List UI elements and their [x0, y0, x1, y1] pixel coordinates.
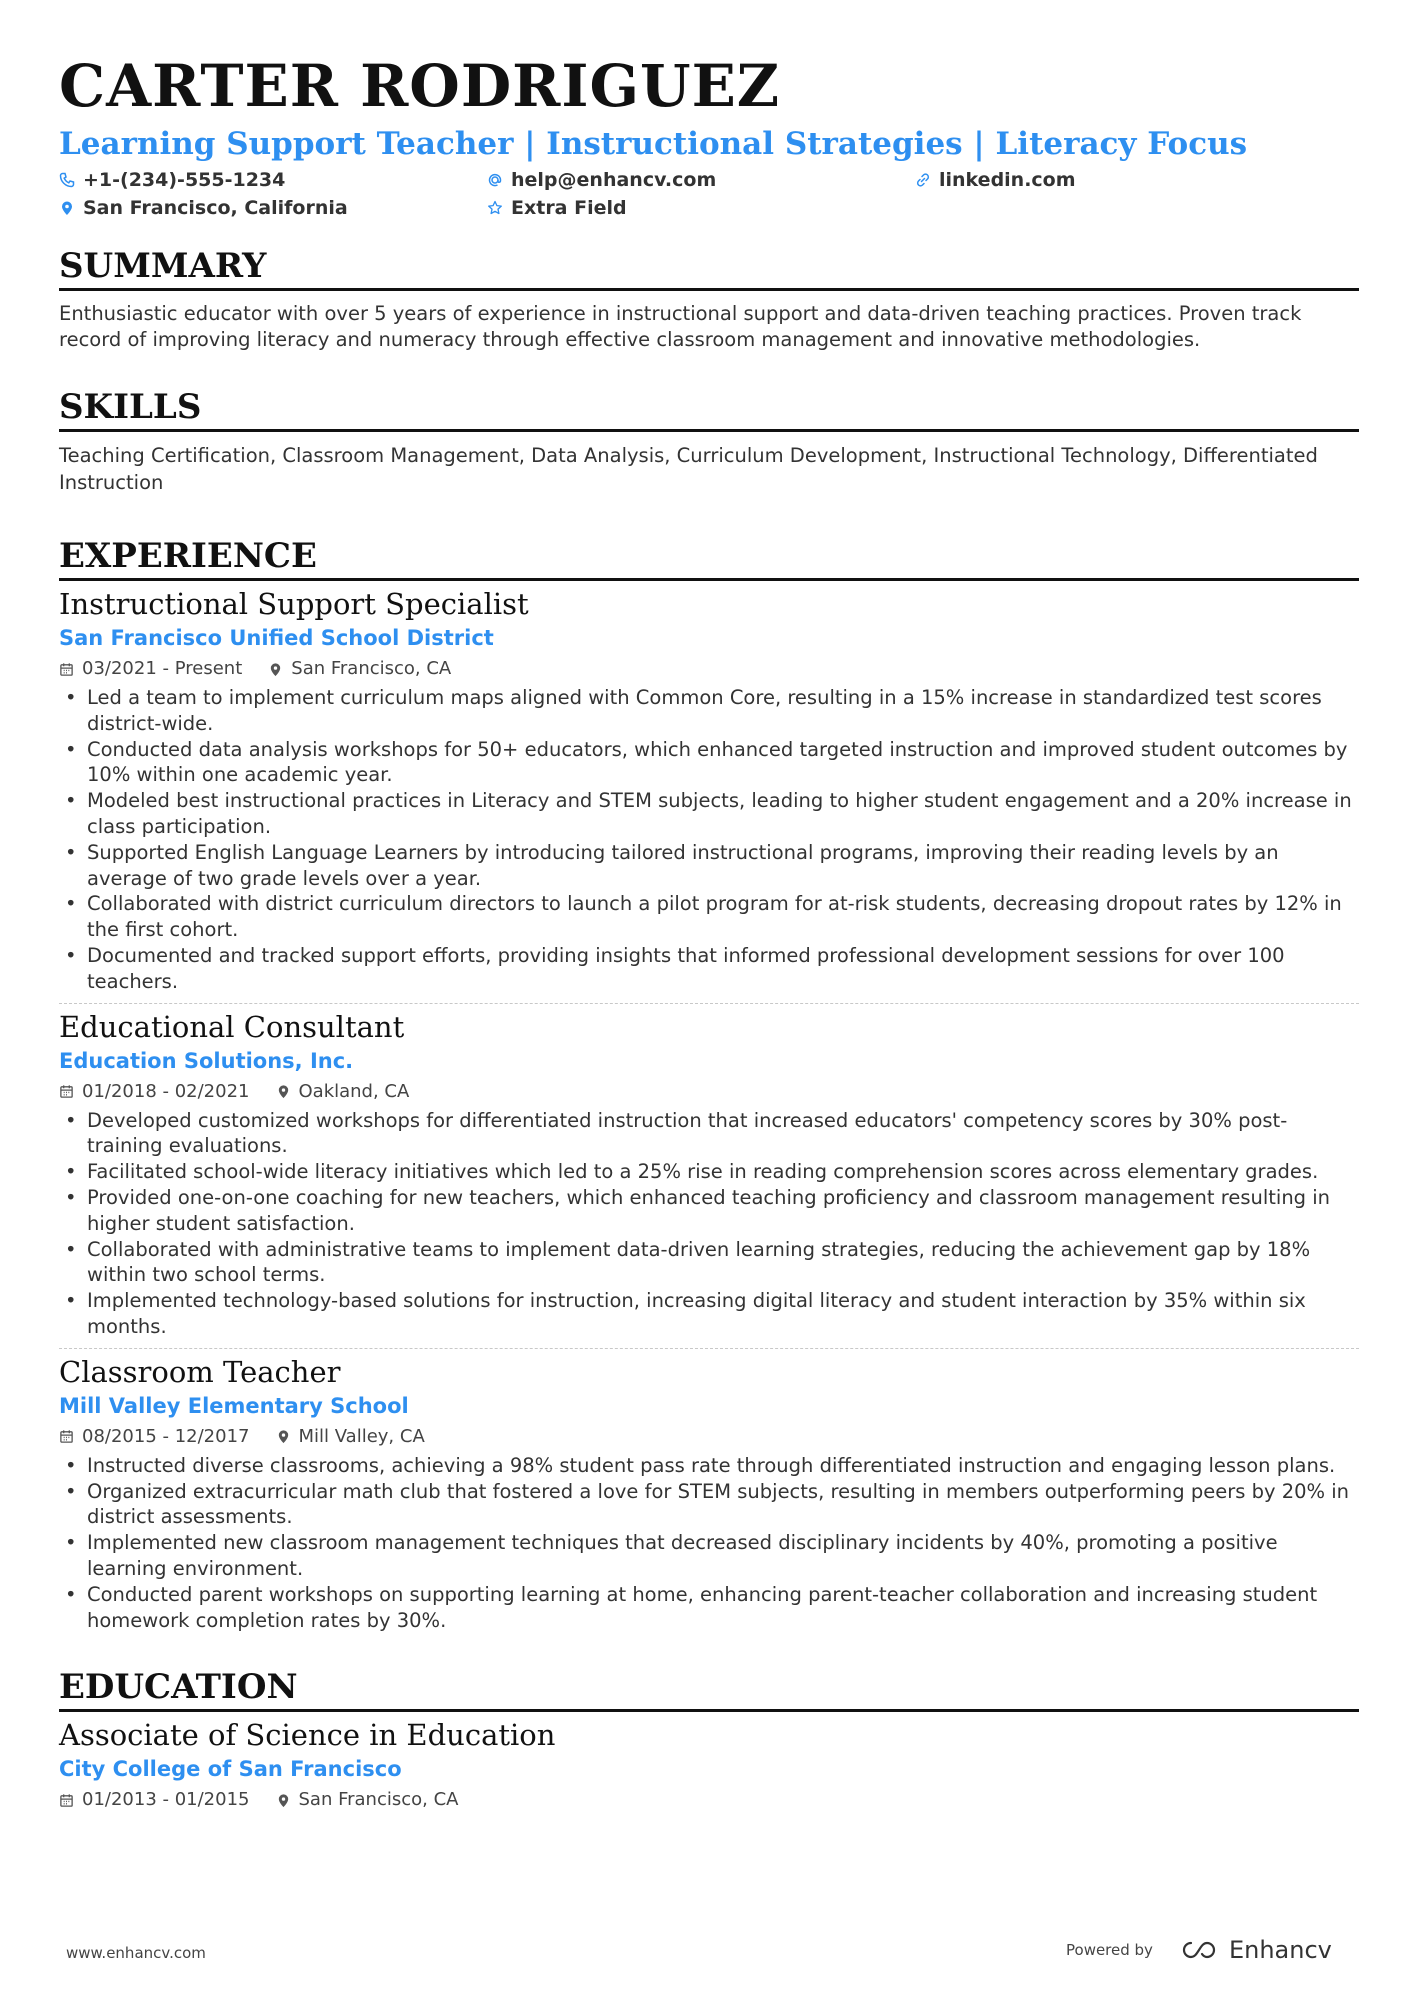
- job-bullet: • Conducted parent workshops on supporting learning at home, enhancing parent-teacher collaboration and increasing student homework completion rates by 30%.: [59, 1582, 1359, 1634]
- job-bullet: • Implemented technology-based solutions for instruction, increasing digital literacy and student interaction by 35% within six months.: [59, 1288, 1359, 1340]
- star-icon: [487, 200, 503, 216]
- job-location: [276, 1423, 425, 1451]
- link-icon: [915, 172, 931, 188]
- education-dates-text: 01/2013 - 01/2015: [82, 1789, 250, 1811]
- job-dates: [59, 1423, 250, 1451]
- job-title: Educational Consultant: [59, 1009, 405, 1044]
- job-bullet: • Organized extracurricular math club that fostered a love for STEM subjects, resulting in members outperforming peers by 20% in district assessments.: [59, 1479, 1359, 1531]
- job-location-text: Oakland, CA: [298, 1080, 410, 1102]
- summary-heading: SUMMARY: [59, 246, 267, 286]
- job-bullet: • Documented and tracked support efforts, providing insights that informed professional development sessions for over 100 teachers.: [59, 943, 1359, 995]
- job-bullet: • Instructed diverse classrooms, achieving a 98% student pass rate through differentiated instruction and engaging lesson plans.: [59, 1453, 1359, 1479]
- location-pin-icon: [59, 200, 75, 216]
- education-school: City College of San Francisco: [59, 1757, 402, 1782]
- enhancv-logo-icon: [1177, 1939, 1221, 1961]
- job-bullet: • Conducted data analysis workshops for 50+ educators, which enhanced targeted instruction and improved student outcomes by 10% within one academic year.: [59, 737, 1359, 789]
- experience-section: [59, 536, 1359, 1633]
- location-pin-icon: [276, 1084, 291, 1099]
- job-location: [268, 655, 451, 683]
- contact-email-text: help@enhancv.com: [511, 169, 717, 191]
- job-dates-text: 03/2021 - Present: [82, 658, 243, 679]
- contact-location-text: San Francisco, California: [83, 197, 348, 219]
- at-icon: [487, 172, 503, 188]
- section-divider: [59, 578, 1359, 581]
- job-bullet: • Led a team to implement curriculum maps aligned with Common Core, resulting in a 15% increase in standardized test scores district-wide.: [59, 685, 1359, 737]
- location-pin-icon: [276, 1429, 291, 1444]
- brand-name: Enhancv: [1228, 1936, 1332, 1964]
- powered-by-label: Powered by: [1066, 1941, 1153, 1959]
- job-bullet: • Developed customized workshops for differentiated instruction that increased educators' competency scores by 30% post-training evaluations.: [59, 1108, 1359, 1160]
- job-dates: [59, 1078, 250, 1106]
- education-location: [276, 1786, 459, 1814]
- contact-phone[interactable]: [59, 168, 487, 192]
- job-organization: Education Solutions, Inc.: [59, 1048, 354, 1073]
- job-dates: [59, 655, 242, 683]
- section-divider: [59, 1709, 1359, 1712]
- job-location-text: San Francisco, CA: [291, 658, 452, 679]
- education-heading: EDUCATION: [59, 1667, 298, 1708]
- job-bullet: • Implemented new classroom management techniques that decreased disciplinary incidents by 40%, promoting a positive learning environment.: [59, 1530, 1359, 1582]
- calendar-icon: [59, 1084, 74, 1099]
- contact-email[interactable]: [487, 168, 915, 192]
- job-dates-text: 01/2018 - 02/2021: [82, 1080, 250, 1102]
- education-degree: Associate of Science in Education: [59, 1718, 556, 1753]
- candidate-name: CARTER RODRIGUEZ: [59, 52, 781, 120]
- skills-heading: SKILLS: [59, 387, 202, 427]
- calendar-icon: [59, 1793, 74, 1808]
- job-bullets: [59, 1453, 1359, 1634]
- footer-branding: [1066, 1936, 1332, 1964]
- education-section: [59, 1667, 1359, 1814]
- job-entry: [59, 1008, 1359, 1340]
- job-meta: [59, 1078, 1359, 1106]
- job-location-text: Mill Valley, CA: [298, 1425, 425, 1447]
- contact-linkedin-text: linkedin.com: [939, 169, 1076, 191]
- job-bullet: • Collaborated with district curriculum directors to launch a pilot program for at-risk students, decreasing dropout rates by 12% in the first cohort.: [59, 891, 1359, 943]
- summary-text: Enthusiastic educator with over 5 years of experience in instructional support and data-driven teaching practices. Proven track record of improving literacy and numeracy through effective classroom management and innovative methodologies.: [59, 302, 1302, 351]
- phone-icon: [59, 172, 75, 188]
- entry-divider: [59, 1348, 1359, 1349]
- section-divider: [59, 429, 1359, 432]
- contact-linkedin[interactable]: [915, 168, 1343, 192]
- calendar-icon: [59, 1429, 74, 1444]
- contact-phone-text: +1-(234)-555-1234: [83, 169, 286, 191]
- job-title: Instructional Support Specialist: [59, 587, 529, 621]
- footer-website[interactable]: www.enhancv.com: [66, 1944, 206, 1962]
- job-bullet: • Modeled best instructional practices in Literacy and STEM subjects, leading to higher student engagement and a 20% increase in class participation.: [59, 788, 1359, 840]
- resume-page: [59, 48, 1359, 1816]
- location-pin-icon: [268, 662, 283, 677]
- location-pin-icon: [276, 1793, 291, 1808]
- brand-logo[interactable]: [1177, 1936, 1332, 1964]
- job-bullet: • Facilitated school-wide literacy initiatives which led to a 25% rise in reading comprehension scores across elementary grades.: [59, 1159, 1359, 1185]
- contact-list: [59, 168, 1359, 220]
- job-dates-text: 08/2015 - 12/2017: [82, 1425, 250, 1447]
- job-organization: San Francisco Unified School District: [59, 626, 494, 650]
- job-meta: [59, 1423, 1359, 1451]
- job-meta: [59, 655, 1359, 683]
- job-bullets: [59, 1108, 1359, 1340]
- section-divider: [59, 288, 1359, 291]
- job-bullet: • Supported English Language Learners by introducing tailored instructional programs, improving their reading levels by an average of two grade levels over a year.: [59, 840, 1359, 892]
- job-bullets: [59, 685, 1359, 995]
- calendar-icon: [59, 662, 74, 677]
- job-bullet: • Collaborated with administrative teams to implement data-driven learning strategies, reducing the achievement gap by 18% within two school terms.: [59, 1237, 1359, 1289]
- job-location: [276, 1078, 410, 1106]
- job-bullet: • Provided one-on-one coaching for new teachers, which enhanced teaching proficiency and classroom management resulting in higher student satisfaction.: [59, 1185, 1359, 1237]
- education-location-text: San Francisco, CA: [298, 1789, 459, 1811]
- experience-heading: EXPERIENCE: [59, 536, 317, 576]
- summary-section: [59, 246, 1359, 353]
- skills-text: Teaching Certification, Classroom Management, Data Analysis, Curriculum Development, Instructional Technology, Differentiated Instruction: [59, 444, 1318, 494]
- skills-section: [59, 387, 1359, 496]
- contact-extra: [487, 196, 915, 220]
- job-entry: [59, 585, 1359, 995]
- job-title: Classroom Teacher: [59, 1354, 341, 1389]
- job-entry: [59, 1353, 1359, 1634]
- education-dates: [59, 1786, 250, 1814]
- candidate-headline: Learning Support Teacher | Instructional Strategies | Literacy Focus: [59, 126, 1248, 162]
- education-meta: [59, 1786, 1359, 1814]
- job-organization: Mill Valley Elementary School: [59, 1393, 409, 1418]
- contact-extra-text: Extra Field: [511, 197, 627, 219]
- contact-location: [59, 196, 487, 220]
- entry-divider: [59, 1003, 1359, 1004]
